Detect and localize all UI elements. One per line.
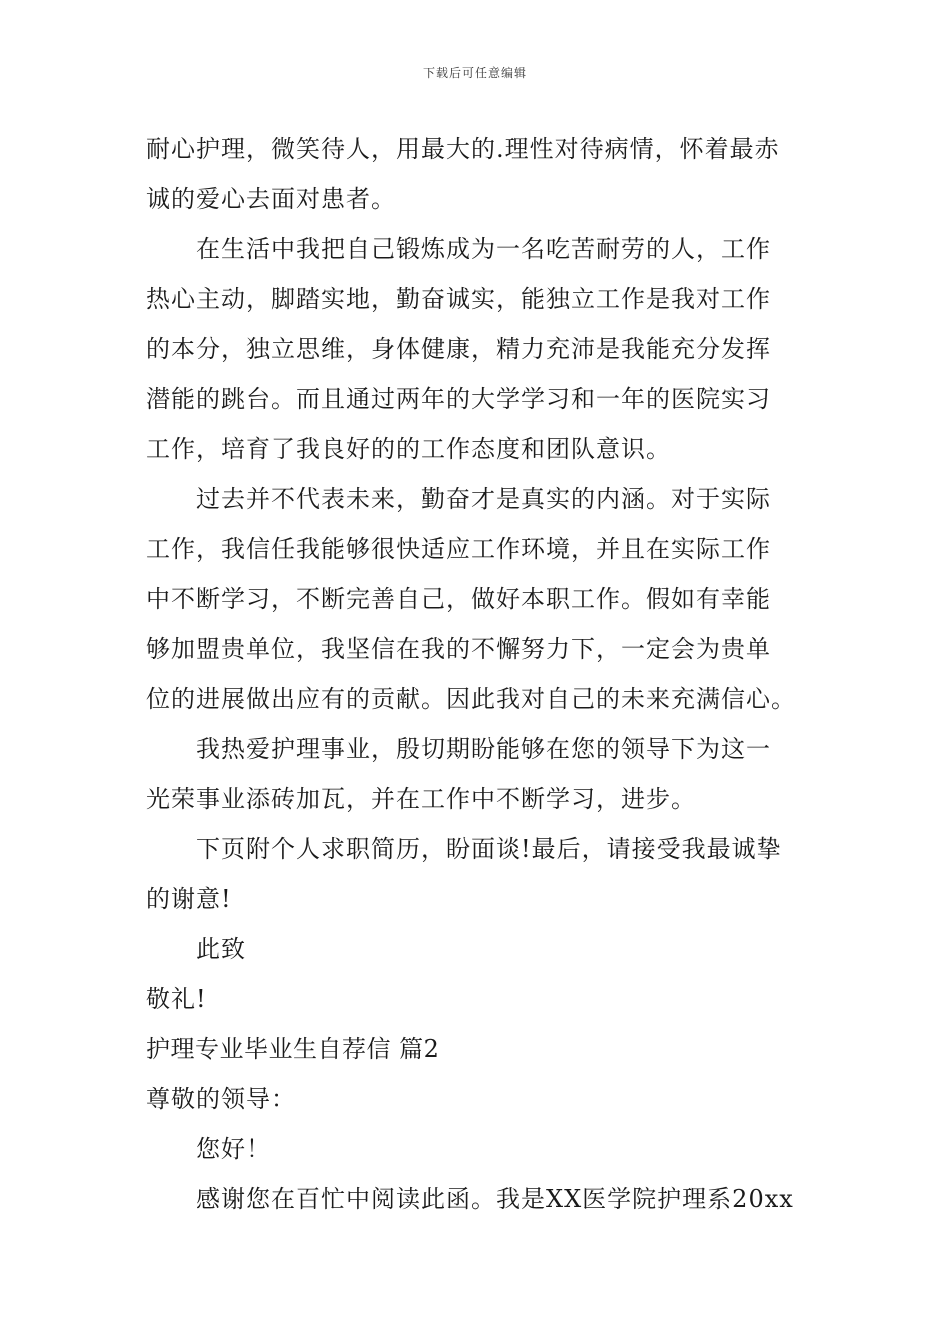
letter-greeting: 您好！ [196, 1135, 271, 1163]
page-header-note: 下载后可任意编辑 [422, 66, 527, 80]
text-line: 耐心护理，微笑待人，用最大的.理性对待病情，怀着最赤 [146, 135, 780, 163]
text-line: 工作，培育了我良好的的工作态度和团队意识。 [146, 435, 671, 463]
text-line: 光荣事业添砖加瓦，并在工作中不断学习，进步。 [146, 785, 696, 813]
text-line: 感谢您在百忙中阅读此函。我是XX医学院护理系20xx [196, 1185, 794, 1213]
closing-salutation: 此致 [196, 935, 246, 963]
text-line: 中不断学习，不断完善自己，做好本职工作。假如有幸能 [146, 585, 771, 613]
letter-body [146, 124, 810, 1224]
closing-salutation: 敬礼! [146, 985, 207, 1013]
text-line: 诚的爱心去面对患者。 [146, 185, 396, 213]
text-line: 位的进展做出应有的贡献。因此我对自己的未来充满信心。 [146, 685, 796, 713]
text-line: 够加盟贵单位，我坚信在我的不懈努力下，一定会为贵单 [146, 635, 771, 663]
text-line: 热心主动，脚踏实地，勤奋诚实，能独立工作是我对工作 [146, 285, 771, 313]
text-line: 工作，我信任我能够很快适应工作环境，并且在实际工作 [146, 535, 771, 563]
text-line: 在生活中我把自己锻炼成为一名吃苦耐劳的人，工作 [196, 235, 771, 263]
text-line: 的谢意! [146, 885, 232, 913]
text-line: 过去并不代表未来，勤奋才是真实的内涵。对于实际 [196, 485, 771, 513]
text-line: 的本分，独立思维，身体健康，精力充沛是我能充分发挥 [146, 335, 771, 363]
text-line: 下页附个人求职简历，盼面谈!最后，请接受我最诚挚 [196, 835, 782, 863]
section-title: 护理专业毕业生自荐信 篇2 [146, 1035, 440, 1063]
letter-greeting: 尊敬的领导： [146, 1085, 296, 1113]
text-line: 我热爱护理事业，殷切期盼能够在您的领导下为这一 [196, 735, 771, 763]
text-line: 潜能的跳台。而且通过两年的大学学习和一年的医院实习 [146, 385, 771, 413]
